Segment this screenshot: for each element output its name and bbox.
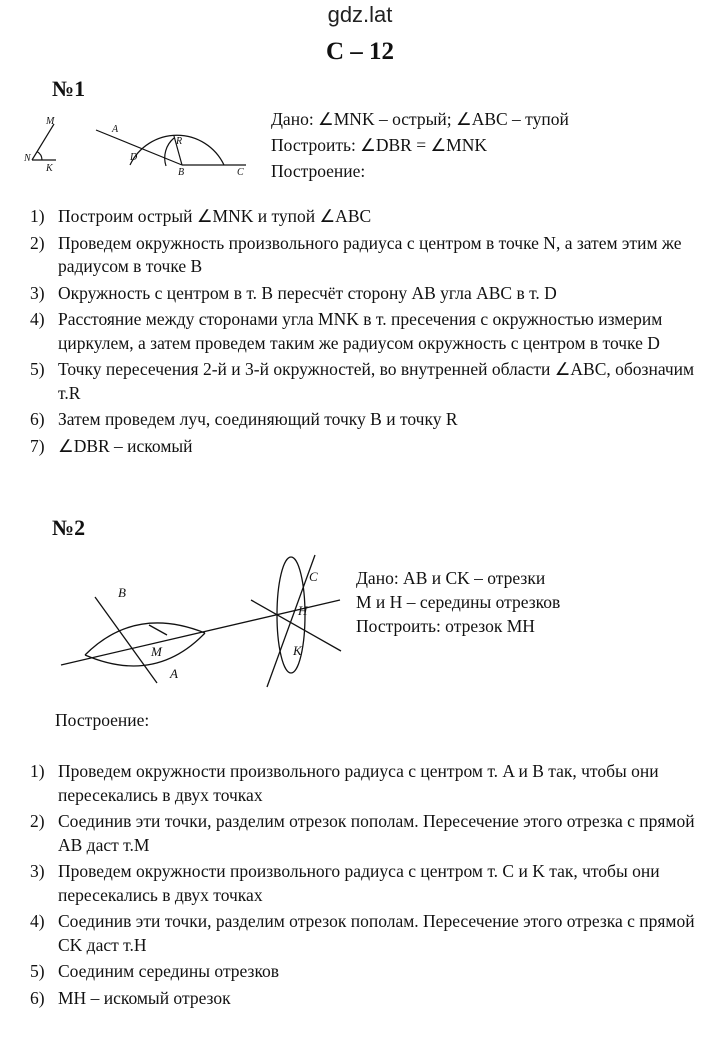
label-D: D: [130, 152, 138, 163]
step-text: Соединим середины отрезков: [58, 961, 280, 981]
step-item: [30, 308, 702, 355]
step-item: [30, 408, 702, 432]
step-item: [30, 810, 702, 857]
step-number: 5): [30, 359, 45, 379]
step-number: 2): [30, 811, 45, 831]
step-number: 4): [30, 309, 45, 329]
label-A2: A: [170, 666, 178, 681]
step-number: 2): [30, 232, 45, 253]
step-item: [30, 358, 702, 405]
given-line: Построить: отрезок MH: [356, 616, 535, 636]
step-item: [30, 282, 702, 306]
problem-2-number: №2: [52, 515, 86, 540]
step-item: [30, 910, 702, 957]
step-text: Проведем окружность произвольного радиуса с центром в точке N, а затем этим же радиусом в точке B: [58, 232, 682, 276]
step-number: 7): [30, 435, 45, 456]
step-number: 5): [30, 961, 45, 981]
problem-1-steps: [30, 205, 702, 461]
step-number: 6): [30, 409, 45, 429]
step-text: Проведем окружности произвольного радиуса с центром т. C и K так, чтобы они пересекались в двух точках: [58, 861, 660, 905]
step-text: ∠DBR – искомый: [58, 435, 193, 456]
label-C: C: [237, 167, 244, 178]
step-text: Точку пересечения 2-й и 3-й окружностей, во внутренней области ∠ABC, обозначим т.R: [58, 359, 695, 403]
step-text: Окружность с центром в т. B пересчёт сторону AB угла ABC в т. D: [58, 282, 557, 303]
step-number: 6): [30, 987, 45, 1008]
step-text: Соединив эти точки, разделим отрезок пополам. Пересечение этого отрезка с прямой AB даст т.M: [58, 811, 695, 855]
step-text: Проведем окружности произвольного радиуса с центром т. A и B так, чтобы они пересекались в двух точках: [58, 761, 659, 805]
step-text: Построим острый ∠MNK и тупой ∠ABC: [58, 206, 372, 226]
problem-1-number: №1: [52, 76, 86, 101]
step-item: [30, 435, 702, 459]
problem-1-construction-label: Построение:: [271, 161, 366, 181]
given-line: M и H – середины отрезков: [356, 592, 561, 612]
problem-2-construction-label: Построение:: [55, 710, 150, 730]
step-item: [30, 760, 702, 807]
label-N: N: [24, 153, 31, 164]
problem-2-steps: [30, 760, 702, 1013]
step-text: Соединив эти точки, разделим отрезок пополам. Пересечение этого отрезка с прямой CK даст т.H: [58, 911, 695, 955]
label-C2: C: [309, 569, 318, 584]
step-text: Затем проведем луч, соединяющий точку B и точку R: [58, 409, 458, 429]
step-item: [30, 205, 702, 229]
step-item: [30, 960, 702, 984]
label-M: M: [46, 116, 55, 127]
step-item: [30, 860, 702, 907]
label-K: K: [46, 163, 53, 174]
step-number: 3): [30, 861, 45, 881]
figure-segments: [55, 545, 355, 695]
given-line: Дано: AB и CK – отрезки: [356, 568, 546, 588]
step-item: [30, 987, 702, 1011]
step-number: 3): [30, 282, 45, 303]
label-M2: M: [151, 644, 162, 659]
step-text: Расстояние между сторонами угла MNK в т. пресечения с окружностью измерим циркулем, а затем проведем таким же радиусом окружность с центром в точке D: [58, 309, 663, 353]
figure-angles: [24, 108, 254, 178]
problem-1-given: Дано: ∠MNK – острый; ∠ABC – тупой: [271, 109, 569, 129]
label-K2: K: [293, 643, 302, 658]
page-title: С – 12: [325, 38, 395, 65]
step-text: MH – искомый отрезок: [58, 987, 231, 1008]
step-number: 1): [30, 761, 45, 781]
step-item: [30, 232, 702, 279]
problem-1-construct: Построить: ∠DBR = ∠MNK: [271, 135, 487, 155]
step-number: 4): [30, 911, 45, 931]
problem-2-given: [356, 566, 560, 638]
watermark-top: gdz.lat: [327, 2, 393, 27]
label-B: B: [178, 167, 185, 178]
step-number: 1): [30, 206, 45, 226]
label-A: A: [112, 124, 119, 135]
label-R: R: [176, 136, 183, 147]
label-B2: B: [118, 585, 126, 600]
label-H2: H: [298, 603, 308, 618]
